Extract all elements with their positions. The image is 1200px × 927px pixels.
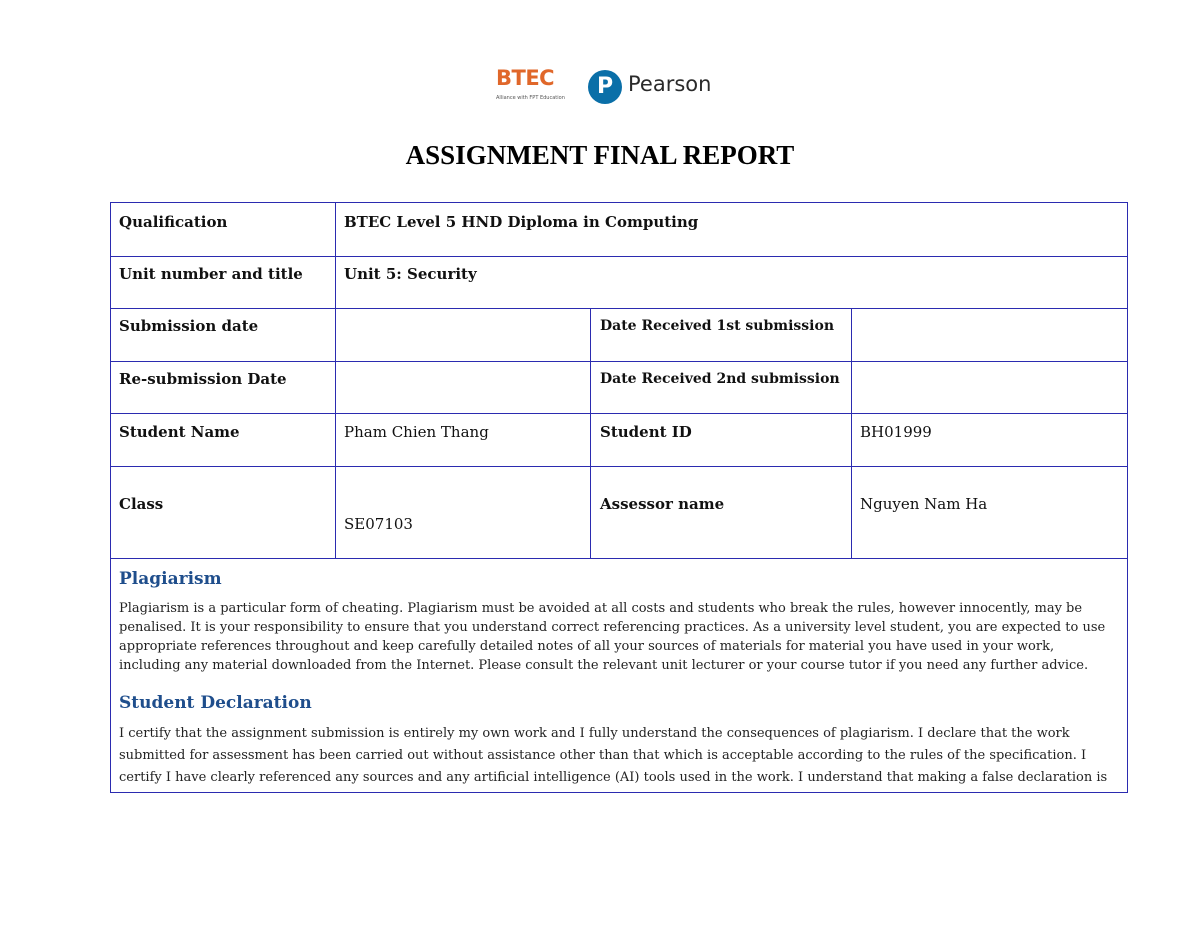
assessor-name-label: Assessor name — [600, 495, 725, 513]
row-divider — [111, 308, 1127, 309]
row-divider — [111, 413, 1127, 414]
plagiarism-text: Plagiarism is a particular form of cheating. Plagiarism must be avoided at all costs and students who break the rules, however innocently, may be penalised. It is your responsibility to ensure that you understand correct referencing practices. As a university level student, you are expected to use appropriate references throughout and keep carefully detailed notes of all your sources of materials for material you have used in your work, including any material downloaded from the Internet. Please consult the relevant unit lecturer or your course tutor if you need any further advice. — [119, 601, 1106, 673]
assessor-name-value[interactable]: Nguyen Nam Ha — [860, 495, 988, 513]
btec-logo-tagline: Alliance with FPT Education — [496, 95, 565, 101]
column-divider — [590, 308, 591, 558]
report-title: ASSIGNMENT FINAL REPORT — [405, 140, 795, 170]
submission-date-label: Submission date — [119, 317, 259, 335]
btec-logo-word: BTEC — [496, 66, 555, 90]
column-divider — [851, 308, 852, 558]
row-divider — [111, 256, 1127, 257]
student-declaration-heading: Student Declaration — [119, 693, 312, 713]
class-label: Class — [119, 495, 164, 513]
qualification-value: BTEC Level 5 HND Diploma in Computing — [344, 213, 699, 231]
date-received-2nd-label: Date Received 2nd submission — [600, 371, 840, 387]
unit-value: Unit 5: Security — [344, 265, 477, 283]
header-logos — [490, 62, 730, 112]
pearson-logo-letter: P — [596, 74, 614, 99]
column-divider — [335, 203, 336, 558]
student-id-label: Student ID — [600, 423, 692, 441]
qualification-label: Qualification — [119, 213, 228, 231]
student-name-label: Student Name — [119, 423, 240, 441]
resubmission-date-label: Re-submission Date — [119, 370, 287, 388]
class-value[interactable]: SE07103 — [344, 515, 413, 533]
unit-label: Unit number and title — [119, 265, 303, 283]
btec-logo — [490, 62, 570, 108]
student-declaration-text: I certify that the assignment submission is entirely my own work and I fully understand the consequences of plagiarism. I declare that the work submitted for assessment has been carried out without assistance other than that which is acceptable according to the rules of the specification. I certify I have clearly referenced any sources and any artificial intelligence (AI) tools used in the work. I understand that making a false declaration is — [119, 726, 1108, 785]
student-name-value[interactable]: Pham Chien Thang — [344, 423, 489, 441]
row-divider — [111, 361, 1127, 362]
plagiarism-heading: Plagiarism — [119, 569, 222, 589]
row-divider — [111, 558, 1127, 559]
pearson-logo-word: Pearson — [628, 72, 712, 96]
date-received-1st-label: Date Received 1st submission — [600, 318, 835, 334]
report-cover-table — [110, 202, 1128, 793]
student-id-value[interactable]: BH01999 — [860, 423, 932, 441]
row-divider — [111, 466, 1127, 467]
